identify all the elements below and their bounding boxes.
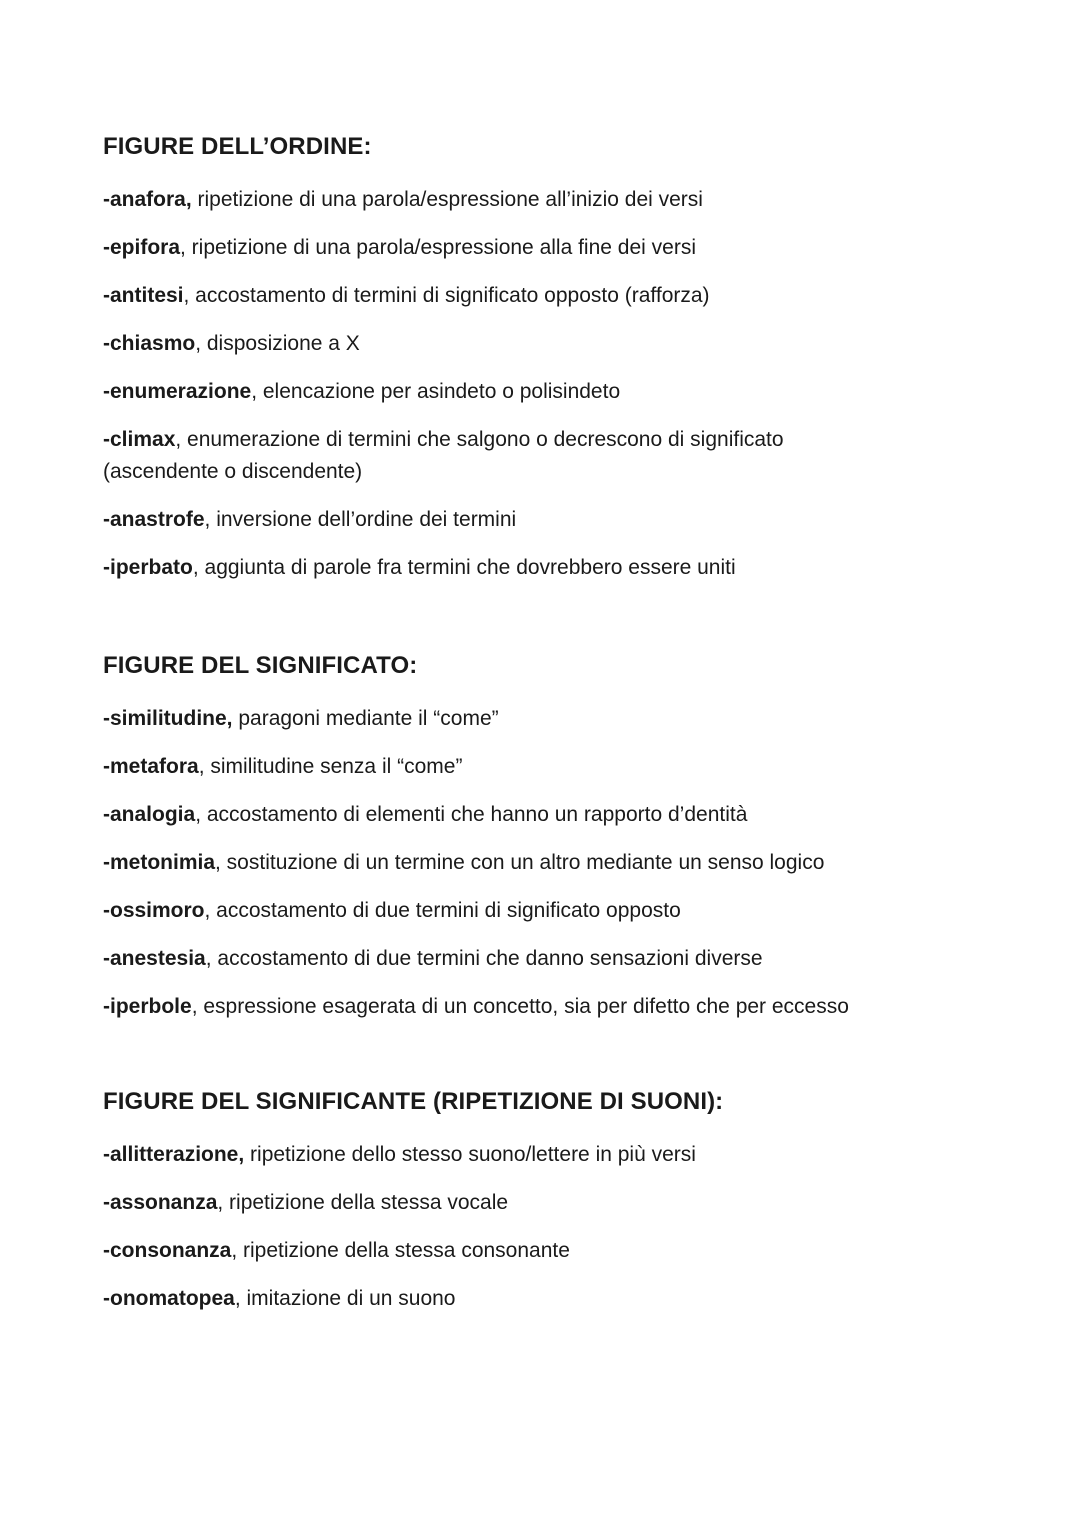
entry-climax — [103, 424, 863, 488]
entry-definition: , accostamento di elementi che hanno un rapporto d’dentità — [195, 803, 748, 826]
entry-definition: ripetizione di una parola/espressione all’inizio dei versi — [191, 188, 703, 211]
entry-term: -assonanza — [103, 1191, 218, 1214]
section-figure-significato — [103, 650, 983, 1039]
entry-epifora — [103, 232, 983, 264]
entry-definition: , ripetizione della stessa consonante — [231, 1239, 570, 1262]
entry-definition: , inversione dell’ordine dei termini — [204, 508, 517, 531]
entry-definition: , ripetizione di una parola/espressione alla fine dei versi — [180, 236, 696, 259]
entry-term: -similitudine, — [103, 707, 233, 730]
entry-term: -anestesia — [103, 947, 206, 970]
entry-assonanza — [103, 1187, 983, 1219]
entry-term: -analogia — [103, 803, 196, 826]
entry-consonanza — [103, 1235, 983, 1267]
entry-definition: , accostamento di due termini di significato opposto — [204, 899, 681, 922]
entry-term: -consonanza — [103, 1239, 232, 1262]
entry-definition: ripetizione dello stesso suono/lettere in più versi — [244, 1143, 696, 1166]
entry-term: -iperbole — [103, 995, 192, 1018]
entry-term: -chiasmo — [103, 332, 196, 355]
entry-term: -onomatopea — [103, 1287, 235, 1310]
section-title: FIGURE DEL SIGNIFICATO: — [103, 652, 418, 679]
entry-anafora — [103, 184, 983, 216]
entry-onomatopea — [103, 1283, 983, 1315]
entry-iperbole — [103, 991, 983, 1023]
section-figure-significante — [103, 1086, 983, 1331]
entry-term: -epifora — [103, 236, 181, 259]
section-title: FIGURE DEL SIGNIFICANTE (RIPETIZIONE DI SUONI): — [103, 1088, 724, 1115]
entry-enumerazione — [103, 376, 983, 408]
entry-definition: , similitudine senza il “come” — [198, 755, 463, 778]
entry-definition: paragoni mediante il “come” — [232, 707, 499, 730]
entry-definition: , disposizione a X — [195, 332, 360, 355]
entry-term: -allitterazione, — [103, 1143, 245, 1166]
entry-similitudine — [103, 703, 983, 735]
entry-antitesi — [103, 280, 983, 312]
entry-iperbato — [103, 552, 983, 584]
entry-term: -antitesi — [103, 284, 184, 307]
entry-anastrofe — [103, 504, 983, 536]
entry-term: -ossimoro — [103, 899, 205, 922]
entry-definition: , ripetizione della stessa vocale — [217, 1191, 509, 1214]
entry-term: -iperbato — [103, 556, 193, 579]
section-figure-ordine — [103, 131, 983, 600]
entry-metafora — [103, 751, 983, 783]
entry-definition: , imitazione di un suono — [234, 1287, 456, 1310]
entry-chiasmo — [103, 328, 983, 360]
entry-term: -anastrofe — [103, 508, 205, 531]
entry-term: -enumerazione — [103, 380, 252, 403]
entry-definition: , sostituzione di un termine con un altro mediante un senso logico — [215, 851, 825, 874]
entry-allitterazione — [103, 1139, 983, 1171]
entry-analogia — [103, 799, 983, 831]
entry-definition: , accostamento di due termini che danno sensazioni diverse — [205, 947, 763, 970]
entry-term: -climax — [103, 428, 176, 451]
entry-anestesia — [103, 943, 983, 975]
entry-ossimoro — [103, 895, 983, 927]
entry-term: -anafora, — [103, 188, 192, 211]
entry-definition: , elencazione per asindeto o polisindeto — [251, 380, 621, 403]
entry-term: -metonimia — [103, 851, 216, 874]
entry-definition: , espressione esagerata di un concetto, sia per difetto che per eccesso — [191, 995, 849, 1018]
entry-definition: , accostamento di termini di significato opposto (rafforza) — [183, 284, 710, 307]
entry-definition: , aggiunta di parole fra termini che dovrebbero essere uniti — [192, 556, 736, 579]
entry-definition: , enumerazione di termini che salgono o decrescono di significato (ascendente o discendente) — [103, 428, 784, 483]
section-title: FIGURE DELL’ORDINE: — [103, 133, 372, 160]
entry-metonimia — [103, 847, 983, 879]
entry-term: -metafora — [103, 755, 199, 778]
